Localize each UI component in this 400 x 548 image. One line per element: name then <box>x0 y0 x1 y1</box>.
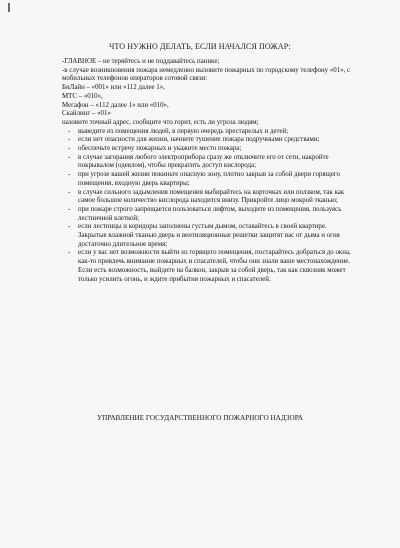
bullet-dash: - <box>68 127 71 135</box>
list-item-text: если лестницы и коридоры заполнены густым дымом, оставайтесь в своей квартире. Закрытые влажной тканью дверь и вентиляционные решетки защитят вас от дыма и огня достаточно длительное время; <box>78 223 340 248</box>
scan-corner-mark <box>8 3 10 12</box>
document-title: ЧТО НУЖНО ДЕЛАТЬ, ЕСЛИ НАЧАЛСЯ ПОЖАР: <box>109 42 291 51</box>
document-footer-signature: УПРАВЛЕНИЕ ГОСУДАРСТВЕННОГО ПОЖАРНОГО НАДЗОРА <box>97 414 303 422</box>
address-instruction-paragraph: назовите точный адрес, сообщите что горит, есть ли угроза людям; <box>62 118 259 126</box>
bullet-dash: - <box>68 223 71 231</box>
bullet-dash: - <box>68 153 71 161</box>
list-item <box>62 189 352 206</box>
operator-line: МТС – «010», <box>62 92 103 100</box>
list-item <box>62 171 352 188</box>
operator-line: БиЛайн – «001» или «112 далее 1», <box>62 84 165 92</box>
bullet-dash: - <box>68 205 71 213</box>
list-item-text: при угрозе вашей жизни покиньте опасную зону, плотно закрыв за собой двери горящего помещения, входную дверь квартиры; <box>78 171 340 187</box>
operator-line: Скайлинг – «01» <box>62 110 111 118</box>
list-item <box>62 128 352 137</box>
list-item <box>62 249 352 284</box>
list-item <box>62 136 352 145</box>
bullet-dash: - <box>68 249 71 257</box>
list-item-text: если у вас нет возможности выйти из горящего помещения, постарайтесь добраться до окна, как-то привлечь внимание пожарных и спасателей, чтобы они знали ваше местонахождение. Если есть возможность, выйдите на балкон, закрыв за собой дверь, так как сквозняк может только усилить огонь, и ждите прибытия пожарных и спасателей. <box>78 249 351 283</box>
bullet-dash: - <box>68 136 71 144</box>
list-item <box>62 154 352 171</box>
list-item-text: при пожаре строго запрещается пользоваться лифтом, выходите из помещения, пользуясь лестничной клеткой; <box>78 205 342 222</box>
bullet-dash: - <box>68 145 71 153</box>
intro-paragraph: -ГЛАВНОЕ – не теряйтесь и не поддавайтесь панике; <box>62 58 220 65</box>
bullet-dash: - <box>68 188 71 196</box>
instructions-list <box>62 128 352 285</box>
operator-line: Мегафон – «112 далее 1» или «010», <box>62 101 169 109</box>
list-item <box>62 223 352 249</box>
list-item-text: выведите из помещения людей, в первую очередь престарелых и детей; <box>78 127 289 135</box>
list-item-text: обеспечьте встречу пожарных и укажите место пожара; <box>78 145 242 153</box>
list-item-text: если нет опасности для жизни, начните тушение пожара подручными средствами; <box>78 136 320 144</box>
list-item <box>62 145 352 154</box>
list-item <box>62 206 352 223</box>
bullet-dash: - <box>68 171 71 179</box>
list-item-text: в случае сильного задымления помещения выбирайтесь на корточках или ползком, так как самое большое количество кислорода находится внизу. Прикройте лицо мокрой тканью; <box>78 188 345 205</box>
document-body <box>62 58 352 284</box>
call-instruction-paragraph: -в случае возникновения пожара немедленно вызовите пожарных по городскому телефону «01», с мобильных телефонов операторов сотовой связи: <box>62 66 351 83</box>
list-item-text: в случае загорания любого электроприбора сразу же отключите его от сети, накройте покрывалом (одеялом), чтобы прекратить доступ кислорода; <box>78 153 329 170</box>
